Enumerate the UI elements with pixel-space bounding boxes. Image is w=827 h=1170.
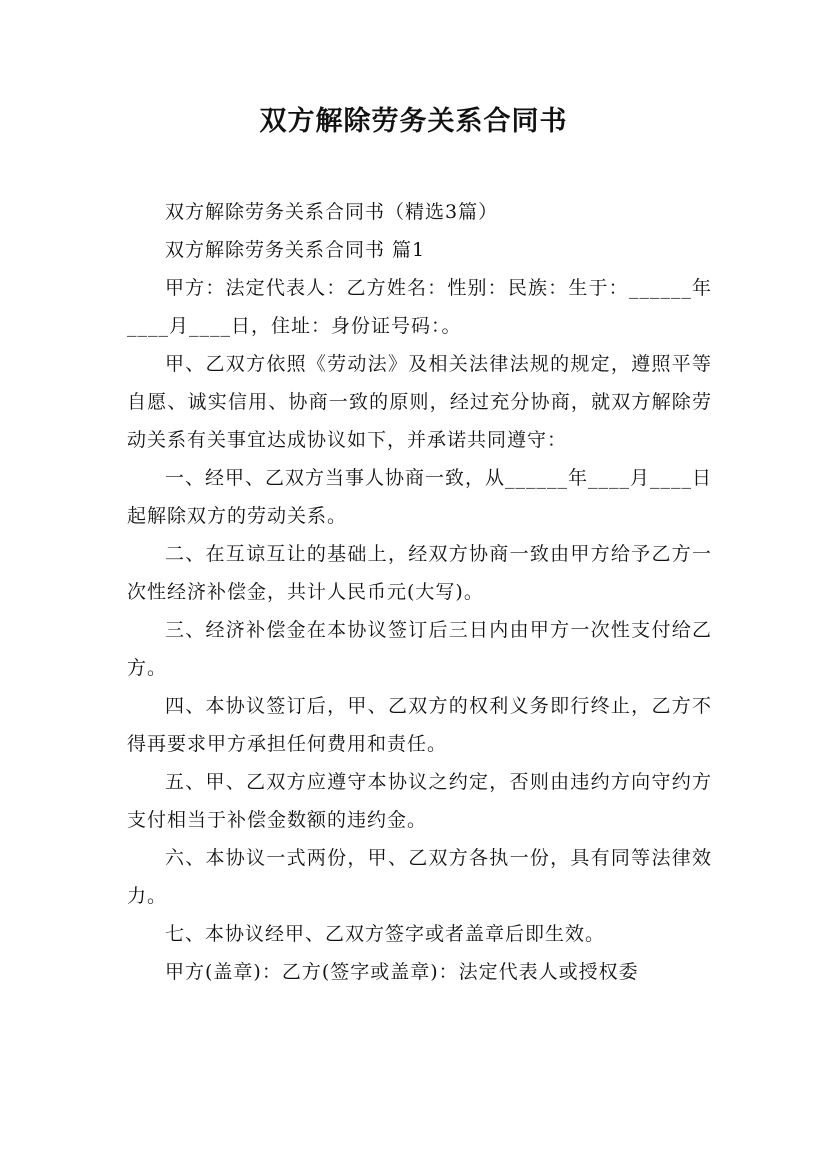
signature-line: 甲方(盖章)：乙方(签字或盖章)：法定代表人或授权委 (165, 961, 639, 983)
clause-7: 七、本协议经甲、乙双方签字或者盖章后即生效。 (165, 923, 606, 945)
preamble-paragraph: 甲、乙双方依照《劳动法》及相关法律法规的规定，遵照平等自愿、诚实信用、协商一致的原则，经过充分协商，就双方解除劳动关系有关事宜达成协议如下，并承诺共同遵守： (127, 353, 712, 451)
clause-5: 五、甲、乙双方应遵守本协议之约定，否则由违约方向守约方支付相当于补偿金数额的违约金。 (127, 771, 712, 831)
document-title: 双方解除劳务关系合同书 (259, 106, 568, 137)
section-heading: 双方解除劳务关系合同书 篇1 (165, 239, 426, 261)
party-info-paragraph: 甲方：法定代表人：乙方姓名：性别：民族：生于：______年____月____日，住址：身份证号码：。 (127, 277, 712, 337)
document-body (127, 193, 712, 991)
clause-3: 三、经济补偿金在本协议签订后三日内由甲方一次性支付给乙方。 (127, 619, 712, 679)
doc-heading-line: 双方解除劳务关系合同书（精选3篇） (165, 201, 499, 223)
clause-2: 二、在互谅互让的基础上，经双方协商一致由甲方给予乙方一次性经济补偿金，共计人民币元(大写)。 (127, 543, 712, 603)
clause-1: 一、经甲、乙双方当事人协商一致，从______年____月____日起解除双方的劳动关系。 (127, 467, 713, 527)
clause-6: 六、本协议一式两份，甲、乙双方各执一份，具有同等法律效力。 (127, 847, 712, 907)
clause-4: 四、本协议签订后，甲、乙双方的权利义务即行终止，乙方不得再要求甲方承担任何费用和责任。 (127, 695, 712, 755)
